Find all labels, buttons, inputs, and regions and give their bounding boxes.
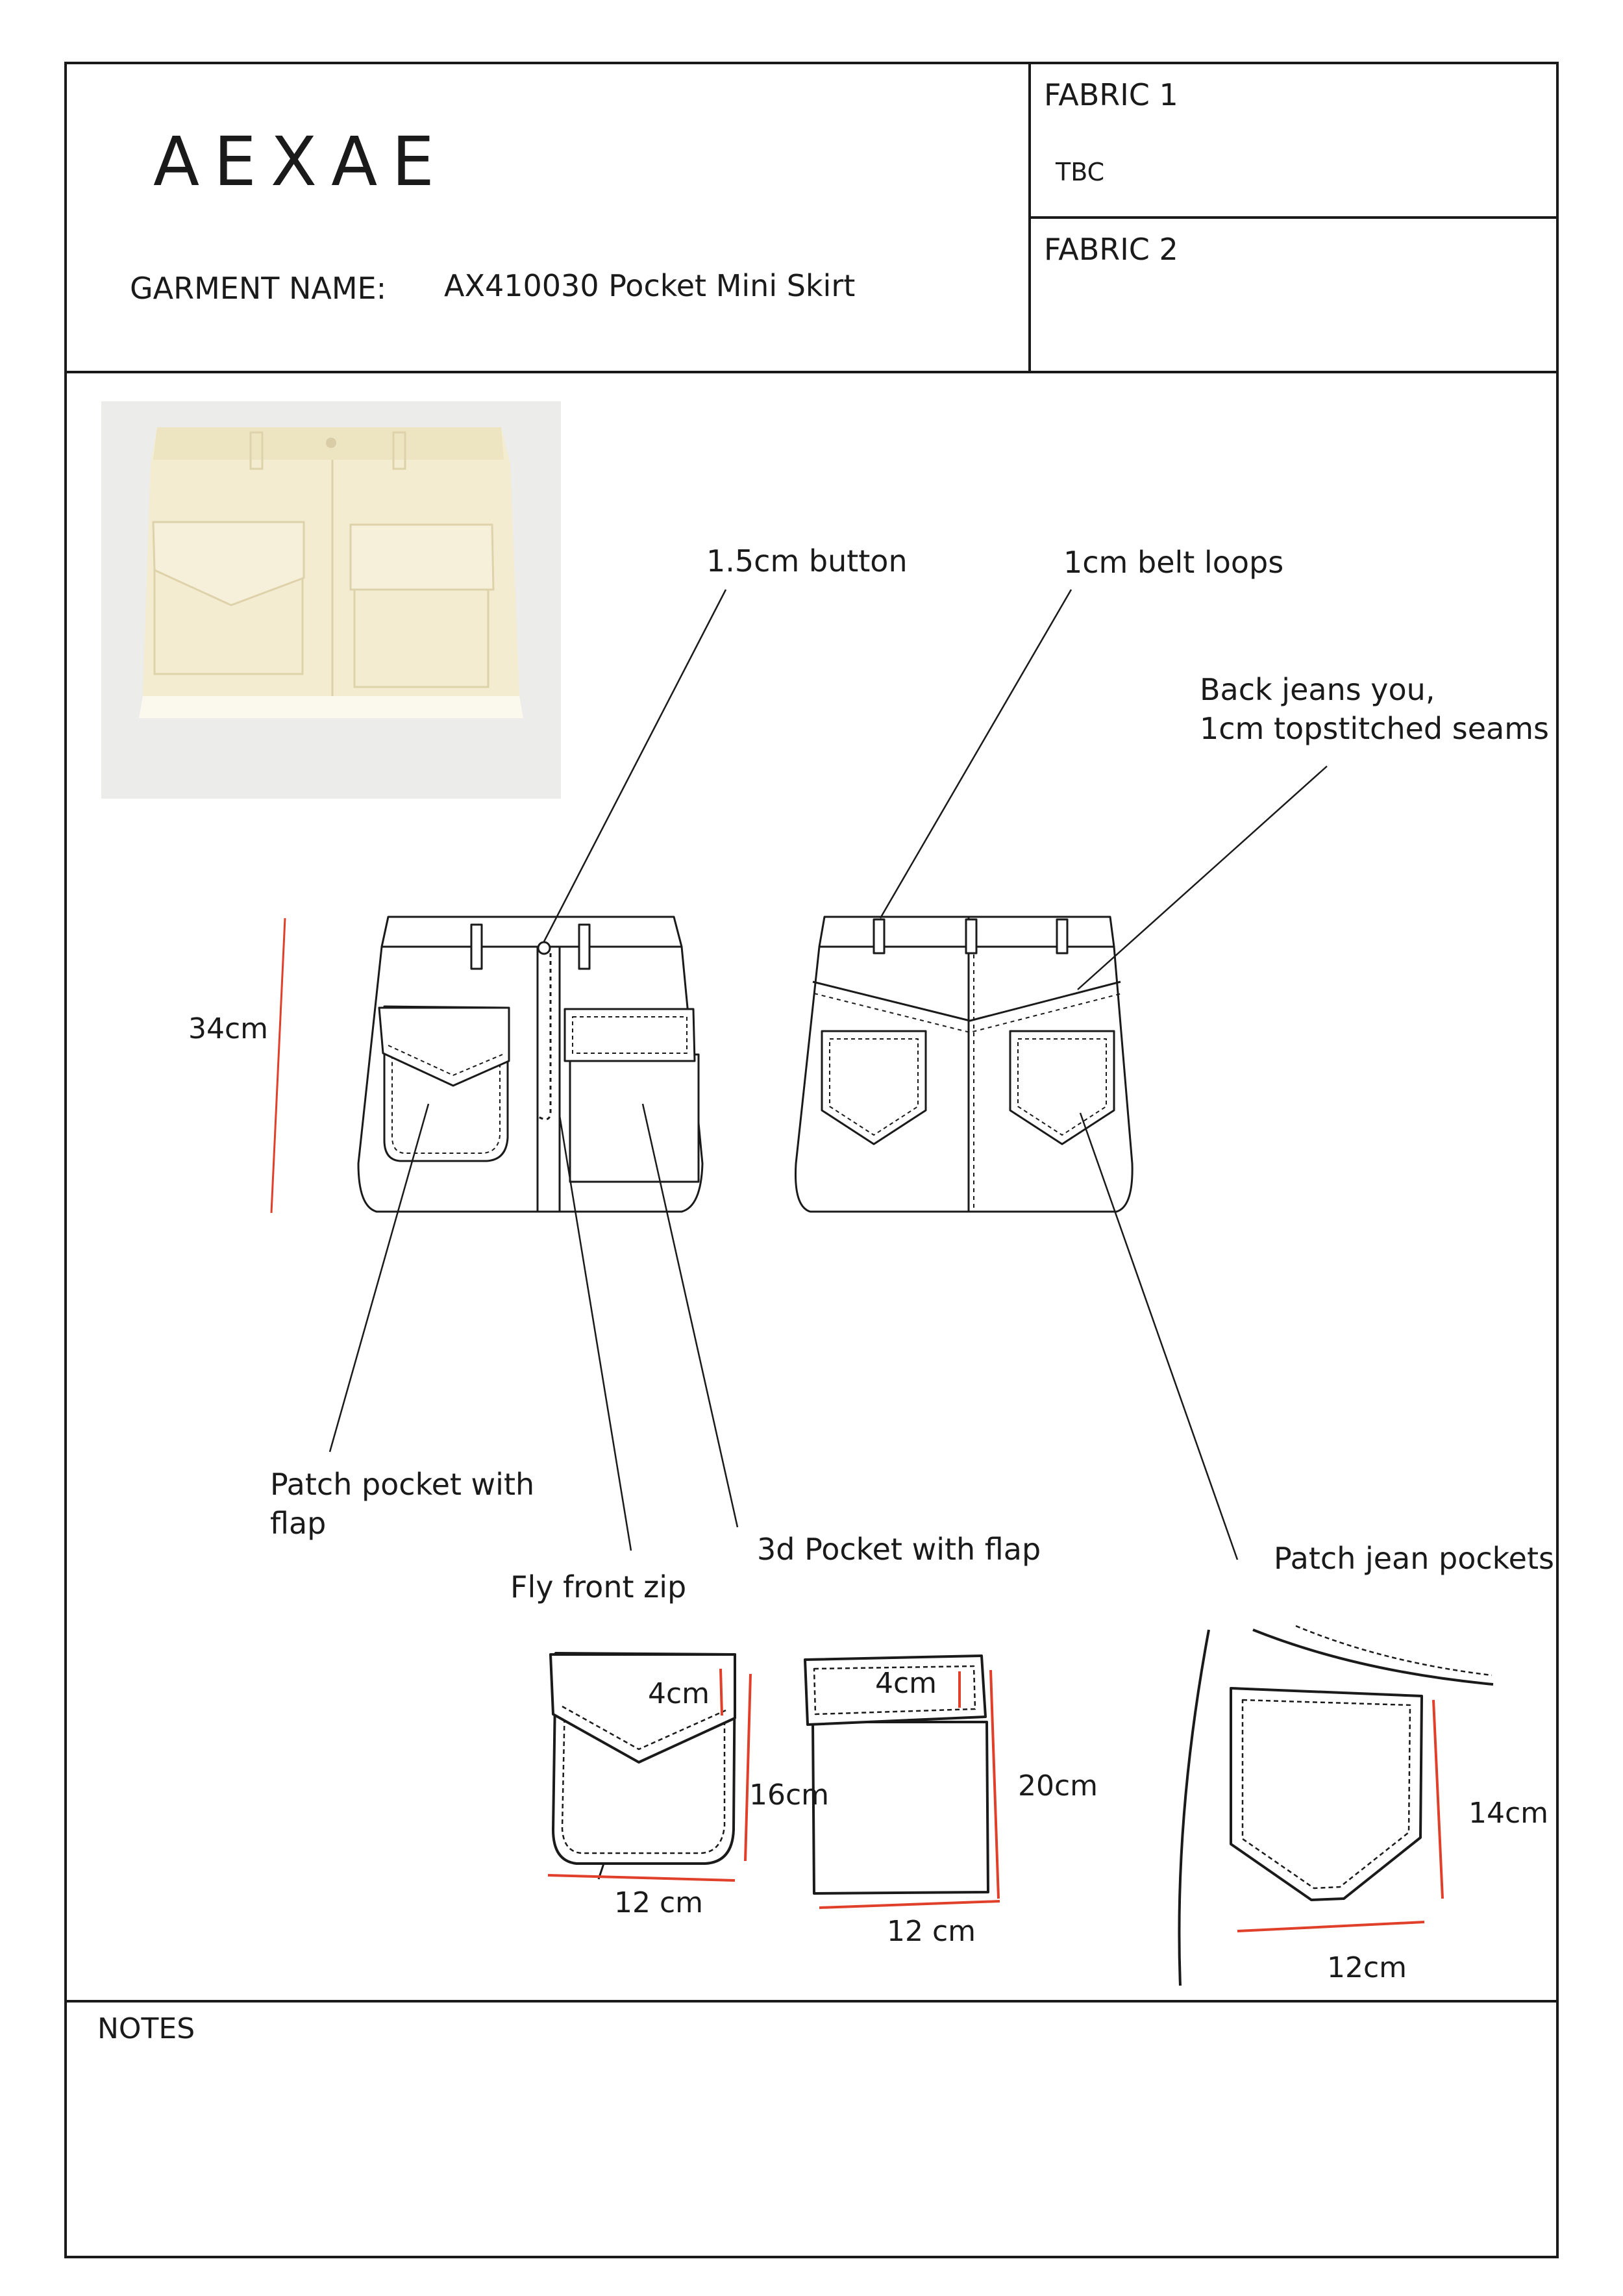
measure-length: 34cm [188,1012,269,1045]
fabric1-value: TBC [1056,158,1105,186]
measure-patch-height: 16cm [749,1778,830,1812]
back-skirt-sketch [795,917,1132,1212]
fabric1-label: FABRIC 1 [1044,77,1178,112]
callout-patch-pocket-line2: flap [270,1506,327,1541]
measure-3d-flap: 4cm [875,1667,937,1700]
length-measure-line [271,918,285,1213]
measure-jean-width: 12cm [1327,1951,1407,1984]
callout-3d-pocket: 3d Pocket with flap [757,1532,1041,1567]
callout-patch-jean-pockets: Patch jean pockets [1274,1541,1554,1576]
measure-patch-width: 12 cm [614,1886,704,1919]
callout-back-seams-line2: 1cm topstitched seams [1200,711,1549,746]
callout-button: 1.5cm button [706,543,908,579]
jean-pocket-detail [1179,1626,1493,1986]
measure-jean-height: 14cm [1468,1797,1549,1830]
callout-patch-pocket-line1: Patch pocket with [270,1467,535,1502]
measure-3d-width: 12 cm [887,1915,976,1948]
measure-3d-height: 20cm [1018,1769,1098,1803]
product-photo [101,401,561,799]
measure-patch-flap: 4cm [648,1677,710,1710]
callout-belt-loops: 1cm belt loops [1063,545,1284,580]
callout-back-seams-line1: Back jeans you, [1200,672,1435,707]
callout-fly-zip: Fly front zip [510,1569,687,1604]
fabric2-label: FABRIC 2 [1044,232,1178,267]
garment-name-label: GARMENT NAME: [130,271,387,306]
brand-logo: AEXAE [153,122,449,201]
garment-name-value: AX410030 Pocket Mini Skirt [444,268,856,303]
notes-label: NOTES [97,2012,195,2045]
